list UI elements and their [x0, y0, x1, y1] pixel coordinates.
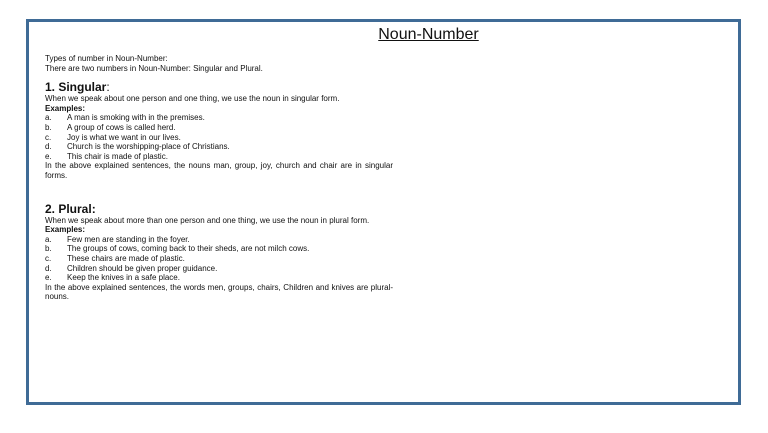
list-text: A man is smoking with in the premises. [67, 113, 205, 123]
list-item [45, 152, 393, 162]
plural-heading: 2. Plural: [45, 201, 96, 216]
list-item [45, 123, 393, 133]
page-title: Noun-Number [378, 26, 479, 43]
singular-heading [45, 81, 393, 94]
intro-line: There are two numbers in Noun-Number: Singular and Plural. [45, 63, 263, 73]
list-marker: b. [45, 244, 52, 254]
list-item [45, 254, 393, 264]
plural-description: When we speak about more than one person and one thing, we use the noun in plural form. [45, 215, 370, 225]
list-marker: d. [45, 263, 52, 273]
singular-examples-label: Examples: [45, 103, 86, 113]
list-marker: c. [45, 132, 52, 142]
singular-description: When we speak about one person and one thing, we use the noun in singular form. [45, 94, 340, 104]
list-item [45, 273, 393, 283]
plural-conclusion: In the above explained sentences, the words men, groups, chairs, Children and knives are plural-nouns. [45, 282, 393, 302]
list-marker: e. [45, 273, 52, 283]
list-item [45, 113, 393, 123]
list-marker: d. [45, 142, 52, 152]
list-text: This chair is made of plastic. [67, 151, 168, 161]
list-marker: e. [45, 151, 52, 161]
list-marker: b. [45, 122, 52, 132]
list-marker: c. [45, 253, 52, 263]
list-item [45, 235, 393, 245]
intro-line: Types of number in Noun-Number: [45, 54, 168, 63]
list-item [45, 133, 393, 143]
list-marker: a. [45, 234, 52, 244]
singular-conclusion: In the above explained sentences, the nouns man, group, joy, church and chair are in singular forms. [45, 161, 393, 180]
singular-heading-text: 1. Singular [45, 80, 107, 95]
list-text: A group of cows is called herd. [67, 122, 176, 132]
list-item [45, 264, 393, 274]
list-text: Church is the worshipping-place of Christians. [67, 142, 230, 152]
list-text: Joy is what we want in our lives. [67, 132, 181, 142]
list-text: The groups of cows, coming back to their sheds, are not milch cows. [67, 244, 310, 254]
list-marker: a. [45, 113, 52, 123]
singular-heading-colon: : [106, 80, 110, 95]
list-item [45, 142, 393, 152]
document-body [45, 54, 393, 302]
list-item [45, 244, 393, 254]
plural-examples-label: Examples: [45, 225, 86, 235]
list-text: Few men are standing in the foyer. [67, 234, 190, 244]
page-title-wrap [29, 26, 738, 44]
document-frame [26, 19, 741, 405]
list-text: These chairs are made of plastic. [67, 253, 185, 263]
intro [45, 54, 393, 73]
list-text: Children should be given proper guidance. [67, 263, 218, 273]
list-text: Keep the knives in a safe place. [67, 273, 180, 283]
